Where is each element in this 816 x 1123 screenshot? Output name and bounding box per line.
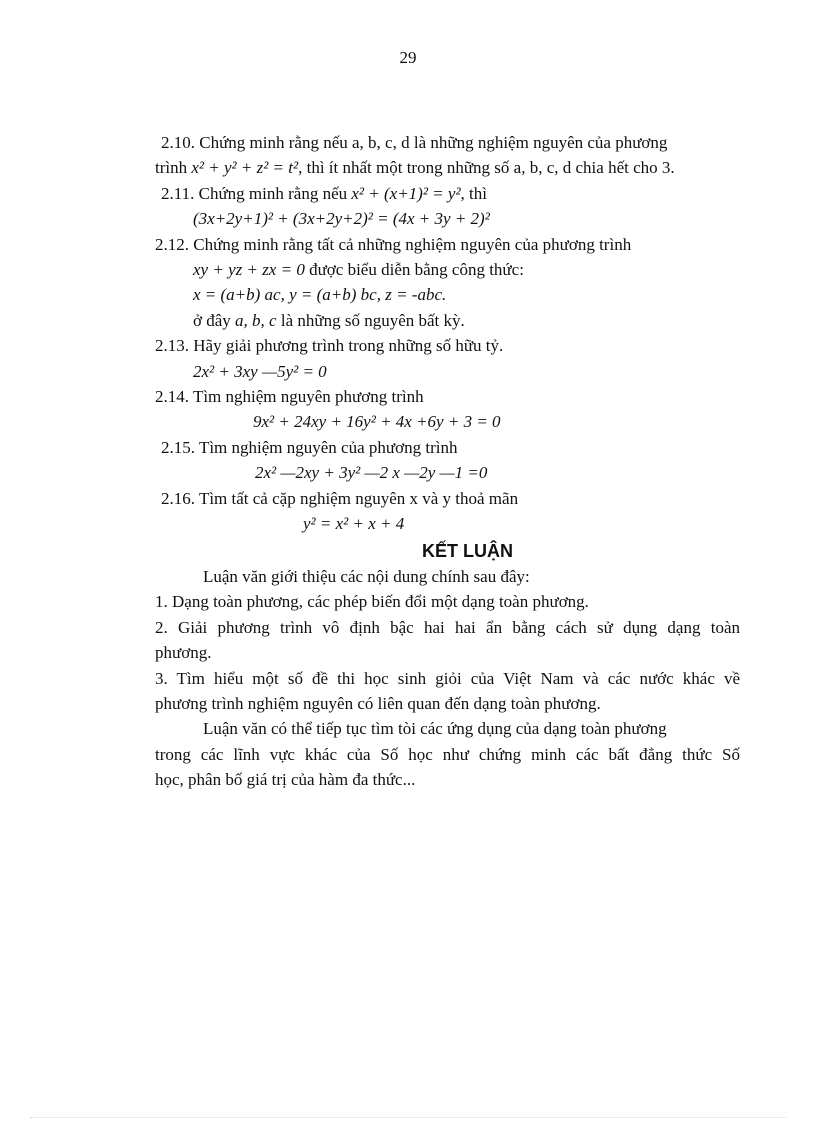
exercise-2-16-equation: y² = x² + x + 4 — [303, 514, 405, 534]
text: ở đây — [193, 310, 236, 330]
page-number: 29 — [399, 48, 417, 67]
exercise-2-15-equation: 2x² —2xy + 3y² —2 x —2y —1 =0 — [255, 463, 488, 483]
text: trình — [155, 158, 192, 178]
exercise-2-12-line-2 — [155, 257, 740, 282]
exercise-2-12-formula: x = (a+b) ac, y = (a+b) bc, z = -abc. — [193, 285, 447, 305]
conclusion-item-2-line-1: 2. Giải phương trình vô định bậc hai hai ẩn bằng cách sử dụng dạng toàn — [155, 617, 740, 637]
page-content — [155, 130, 740, 793]
variables: a, b, c — [235, 310, 277, 330]
conclusion-intro: Luận văn giới thiệu các nội dung chính sau đây: — [203, 566, 530, 586]
exercise-2-13-line-1: 2.13. Hãy giải phương trình trong những số hữu tỷ. — [155, 336, 504, 356]
text: được biểu diễn bằng công thức: — [304, 260, 524, 280]
equation: xy + yz + zx = 0 — [193, 260, 305, 280]
text: , thì ít nhất một trong những số a, b, c, d chia hết cho 3. — [298, 158, 675, 178]
text: là những số nguyên bất kỳ. — [276, 310, 465, 330]
equation: x² + (x+1)² = y² — [351, 183, 461, 203]
conclusion-item-2-line-2: phương. — [155, 643, 212, 663]
exercise-2-13-equation: 2x² + 3xy —5y² = 0 — [193, 361, 327, 381]
conclusion-item-3-line-2: phương trình nghiệm nguyên có liên quan đến dạng toàn phương. — [155, 693, 601, 713]
text: , thì — [460, 183, 487, 203]
conclusion-heading: KẾT LUẬN — [422, 540, 513, 561]
conclusion-paragraph-line-1: Luận văn có thể tiếp tục tìm tòi các ứng dụng của dạng toàn phương — [203, 719, 667, 739]
exercise-2-10-line-2 — [155, 155, 740, 180]
conclusion-item-1: 1. Dạng toàn phương, các phép biến đổi một dạng toàn phương. — [155, 592, 589, 612]
exercise-2-10-line-1: 2.10. Chứng minh rằng nếu a, b, c, d là những nghiệm nguyên của phương — [161, 133, 668, 152]
exercise-2-14-line-1: 2.14. Tìm nghiệm nguyên phương trình — [155, 387, 424, 407]
exercise-2-11-line-1 — [155, 181, 740, 206]
conclusion-paragraph-line-2: trong các lĩnh vực khác của Số học như chứng minh các bất đẳng thức Số — [155, 744, 740, 764]
exercise-2-16-line-1: 2.16. Tìm tất cả cặp nghiệm nguyên x và y thoả mãn — [161, 488, 519, 508]
exercise-2-12-line-4 — [155, 308, 740, 333]
text: 2.11. Chứng minh rằng nếu — [161, 183, 352, 203]
exercise-2-12-line-1: 2.12. Chứng minh rằng tất cả những nghiệm nguyên của phương trình — [155, 234, 632, 254]
conclusion-item-3-line-1: 3. Tìm hiểu một số đề thi học sinh giỏi của Việt Nam và các nước khác về — [155, 668, 740, 688]
exercise-2-14-equation: 9x² + 24xy + 16y² + 4x +6y + 3 = 0 — [253, 412, 501, 432]
page-bottom-rule — [30, 1117, 786, 1118]
conclusion-paragraph-line-3: học, phân bố giá trị của hàm đa thức... — [155, 770, 416, 790]
equation: x² + y² + z² = t² — [191, 158, 299, 178]
exercise-2-15-line-1: 2.15. Tìm nghiệm nguyên của phương trình — [161, 437, 458, 457]
exercise-2-11-equation: (3x+2y+1)² + (3x+2y+2)² = (4x + 3y + 2)² — [193, 209, 490, 229]
